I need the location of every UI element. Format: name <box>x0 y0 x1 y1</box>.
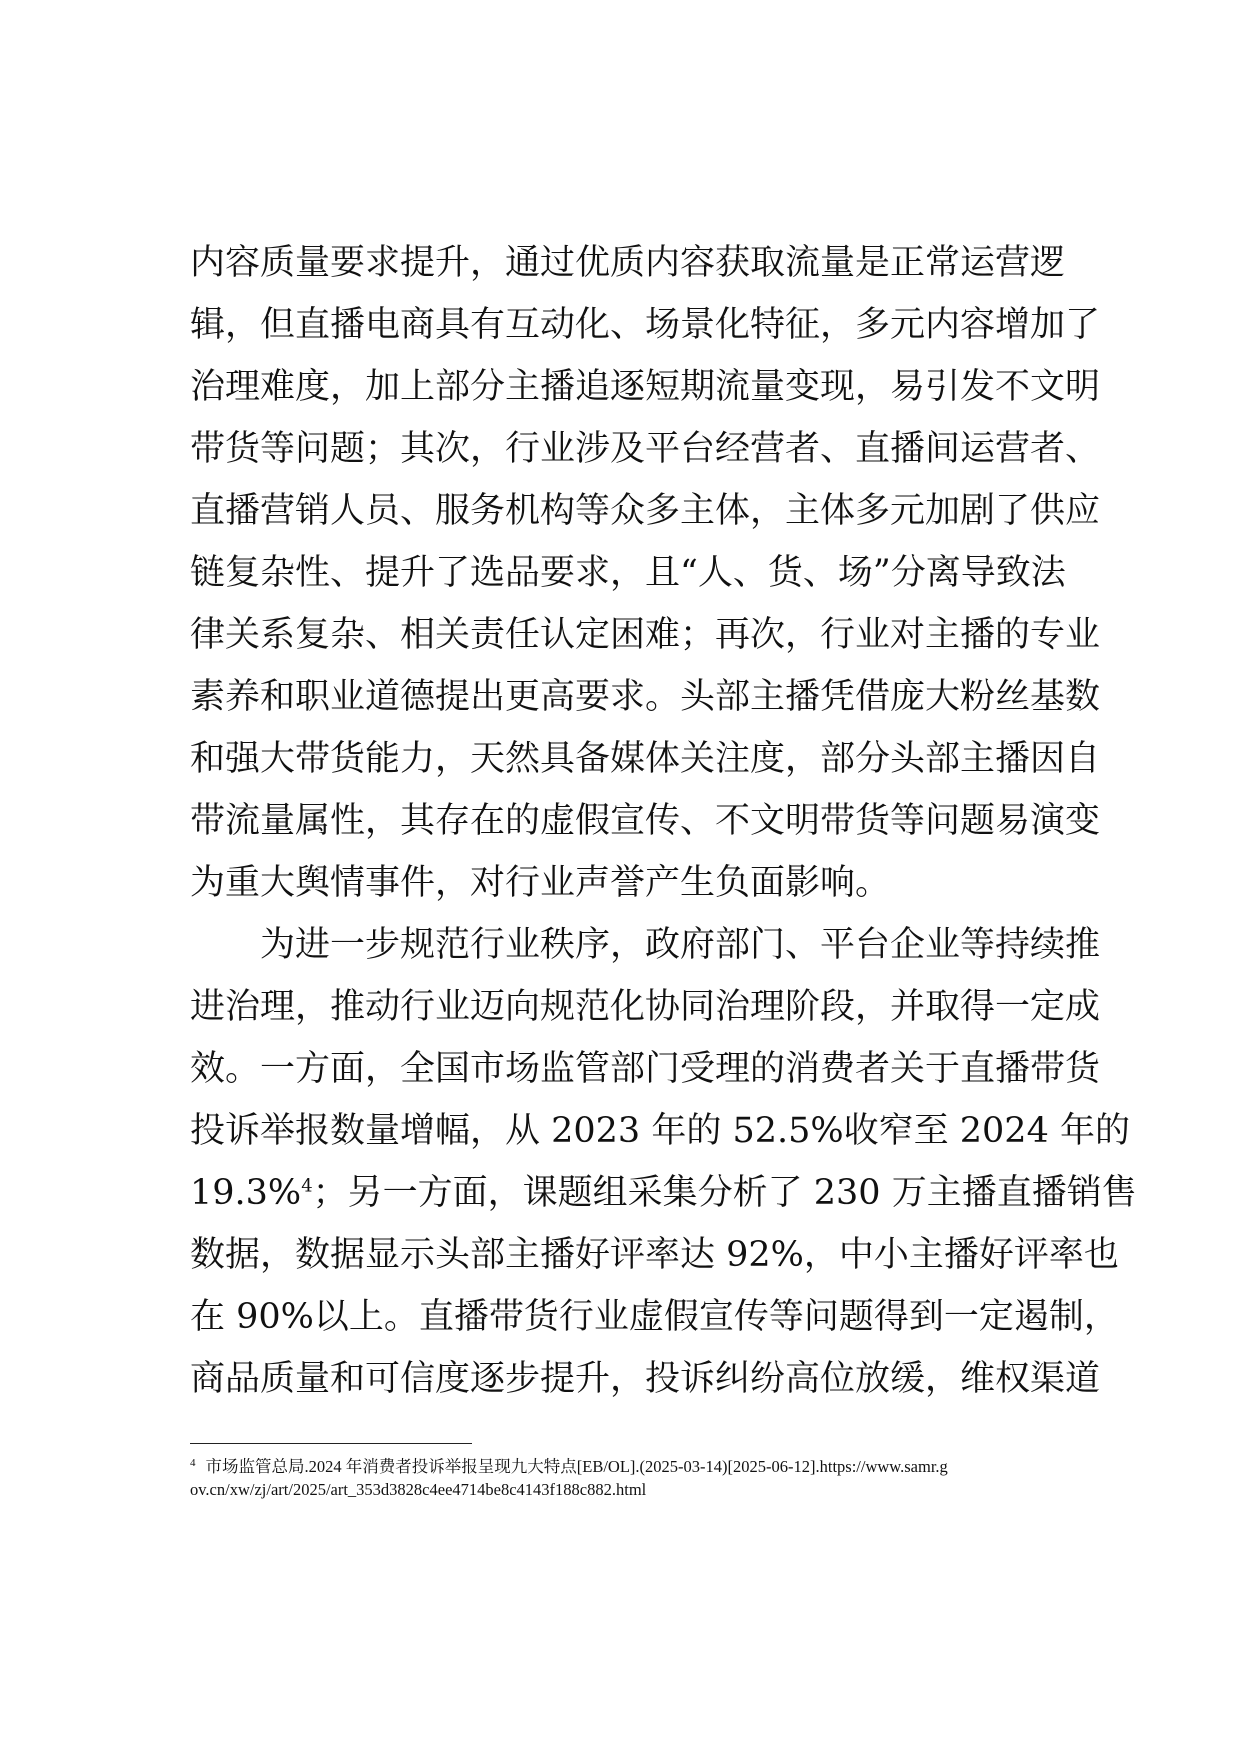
text-line: 直播营销人员、服务机构等众多主体，主体多元加剧了供应 <box>190 491 1101 531</box>
footnote-number: 4 <box>190 1456 196 1469</box>
footnote-separator <box>190 1443 472 1444</box>
footnote-text[interactable]: 市场监管总局.2024 年消费者投诉举报呈现九大特点[EB/OL].(2025-03-14)[2025-06-12].https://www.samr.g <box>205 1457 948 1476</box>
text-segment: ；另一方面，课题组采集分析了 230 万主播直播销售 <box>312 1173 1137 1213</box>
footnote <box>190 1455 1050 1501</box>
paragraph-1 <box>190 232 1101 914</box>
text-line: 和强大带货能力，天然具备媒体关注度，部分头部主播因自 <box>190 739 1101 779</box>
text-segment: 19.3% <box>190 1173 302 1213</box>
text-line: 素养和职业道德提出更高要求。头部主播凭借庞大粉丝基数 <box>190 677 1101 717</box>
text-line: 商品质量和可信度逐步提升，投诉纠纷高位放缓，维权渠道 <box>190 1359 1101 1399</box>
text-line-with-footnote-ref <box>190 1162 1137 1224</box>
body-text <box>190 232 1137 1410</box>
footnote-line <box>190 1455 1050 1478</box>
text-line: 为进一步规范行业秩序，政府部门、平台企业等持续推 <box>260 925 1101 965</box>
text-line: 链复杂性、提升了选品要求，且“人、货、场”分离导致法 <box>190 553 1066 593</box>
text-line: 在 90%以上。直播带货行业虚假宣传等问题得到一定遏制， <box>190 1297 1119 1337</box>
paragraph-2 <box>190 914 1137 1410</box>
text-line: 带货等问题；其次，行业涉及平台经营者、直播间运营者、 <box>190 429 1101 469</box>
footnote-line[interactable]: ov.cn/xw/zj/art/2025/art_353d3828c4ee4714be8c4143f188c882.html <box>190 1480 647 1499</box>
text-line: 效。一方面，全国市场监管部门受理的消费者关于直播带货 <box>190 1049 1101 1089</box>
text-line: 数据，数据显示头部主播好评率达 92%，中小主播好评率也 <box>190 1235 1119 1275</box>
text-line: 带流量属性，其存在的虚假宣传、不文明带货等问题易演变 <box>190 801 1101 841</box>
text-line: 治理难度，加上部分主播追逐短期流量变现，易引发不文明 <box>190 367 1101 407</box>
footnote-reference[interactable]: 4 <box>301 1175 313 1197</box>
text-line: 投诉举报数量增幅，从 2023 年的 52.5%收窄至 2024 年的 <box>190 1111 1130 1151</box>
text-line: 律关系复杂、相关责任认定困难；再次，行业对主播的专业 <box>190 615 1101 655</box>
text-line: 进治理，推动行业迈向规范化协同治理阶段，并取得一定成 <box>190 987 1101 1027</box>
text-line: 为重大舆情事件，对行业声誉产生负面影响。 <box>190 863 891 903</box>
text-line: 辑，但直播电商具有互动化、场景化特征，多元内容增加了 <box>190 305 1101 345</box>
text-line: 内容质量要求提升，通过优质内容获取流量是正常运营逻 <box>190 243 1066 283</box>
